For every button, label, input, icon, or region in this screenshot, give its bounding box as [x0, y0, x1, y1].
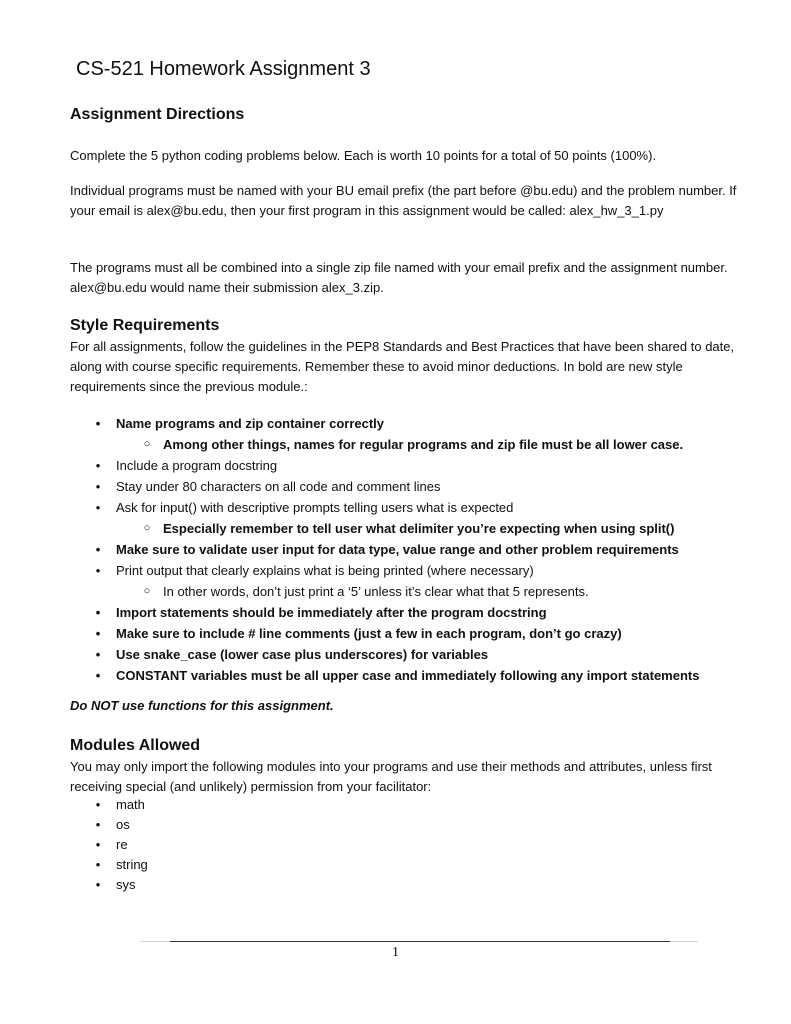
list-item: • Import statements should be immediately after the program docstring — [70, 602, 760, 623]
style-requirements-heading: Style Requirements — [70, 317, 220, 334]
bullet-icon: • — [95, 605, 101, 620]
list-item: ○ Among other things, names for regular programs and zip file must be all lower case. — [70, 434, 760, 455]
bullet-icon: • — [95, 416, 101, 431]
circle-bullet-icon: ○ — [143, 585, 151, 597]
list-item: • Make sure to validate user input for data type, value range and other problem requirements — [70, 539, 760, 560]
bullet-icon: • — [95, 500, 101, 515]
list-item: ○ In other words, don’t just print a ‘5’ unless it’s clear what that 5 represents. — [70, 581, 760, 602]
list-item: • Use snake_case (lower case plus underscores) for variables — [70, 644, 760, 665]
list-item: • math — [70, 795, 760, 815]
list-item: • Ask for input() with descriptive prompts telling users what is expected — [70, 497, 760, 518]
bullet-icon: • — [95, 797, 101, 812]
list-item: • string — [70, 855, 760, 875]
list-item: • CONSTANT variables must be all upper case and immediately following any import statements — [70, 665, 760, 686]
list-item: • os — [70, 815, 760, 835]
list-item: • re — [70, 835, 760, 855]
bullet-icon: • — [95, 479, 101, 494]
list-item: • Print output that clearly explains what is being printed (where necessary) — [70, 560, 760, 581]
modules-intro: You may only import the following modules into your programs and use their methods and attributes, unless first receiving special (and unlikely) permission from your facilitator: — [70, 759, 712, 794]
list-item: • Stay under 80 characters on all code and comment lines — [70, 476, 760, 497]
bullet-icon: • — [95, 668, 101, 683]
bullet-icon: • — [95, 647, 101, 662]
modules-allowed-heading: Modules Allowed — [70, 737, 201, 754]
style-requirements-intro: For all assignments, follow the guidelines in the PEP8 Standards and Best Practices that have been shared to date, along with course specific requirements. Remember these to avoid minor deductions. In bold are new style requirements since the previous module.: — [70, 339, 735, 394]
bullet-icon: • — [95, 458, 101, 473]
circle-bullet-icon: ○ — [143, 522, 151, 534]
bullet-icon: • — [95, 857, 101, 872]
list-item: • Include a program docstring — [70, 455, 760, 476]
bullet-icon: • — [95, 817, 101, 832]
bullet-icon: • — [95, 542, 101, 557]
no-functions-note: Do NOT use functions for this assignment. — [70, 698, 334, 713]
bullet-icon: • — [95, 563, 101, 578]
list-item: ○ Especially remember to tell user what delimiter you’re expecting when using split() — [70, 518, 760, 539]
list-item: • Make sure to include # line comments (just a few in each program, don’t go crazy) — [70, 623, 760, 644]
assignment-directions-heading: Assignment Directions — [70, 106, 245, 123]
style-requirements-list — [70, 413, 760, 686]
modules-list — [70, 795, 760, 895]
footer-divider — [170, 941, 670, 942]
bullet-icon: • — [95, 837, 101, 852]
bullet-icon: • — [95, 626, 101, 641]
page-number: 1 — [392, 945, 399, 960]
list-item: • sys — [70, 875, 760, 895]
directions-paragraph-2: Individual programs must be named with your BU email prefix (the part before @bu.edu) and the problem number. If your email is alex@bu.edu, then your first program in this assignment would be called: alex_hw_3_1.py — [70, 183, 737, 218]
list-item: • Name programs and zip container correctly — [70, 413, 760, 434]
page-title: CS-521 Homework Assignment 3 — [76, 58, 371, 80]
directions-paragraph-3: The programs must all be combined into a single zip file named with your email prefix and the assignment number. alex@bu.edu would name their submission alex_3.zip. — [70, 260, 728, 295]
circle-bullet-icon: ○ — [143, 438, 151, 450]
directions-paragraph-1: Complete the 5 python coding problems below. Each is worth 10 points for a total of 50 points (100%). — [70, 148, 657, 163]
bullet-icon: • — [95, 877, 101, 892]
